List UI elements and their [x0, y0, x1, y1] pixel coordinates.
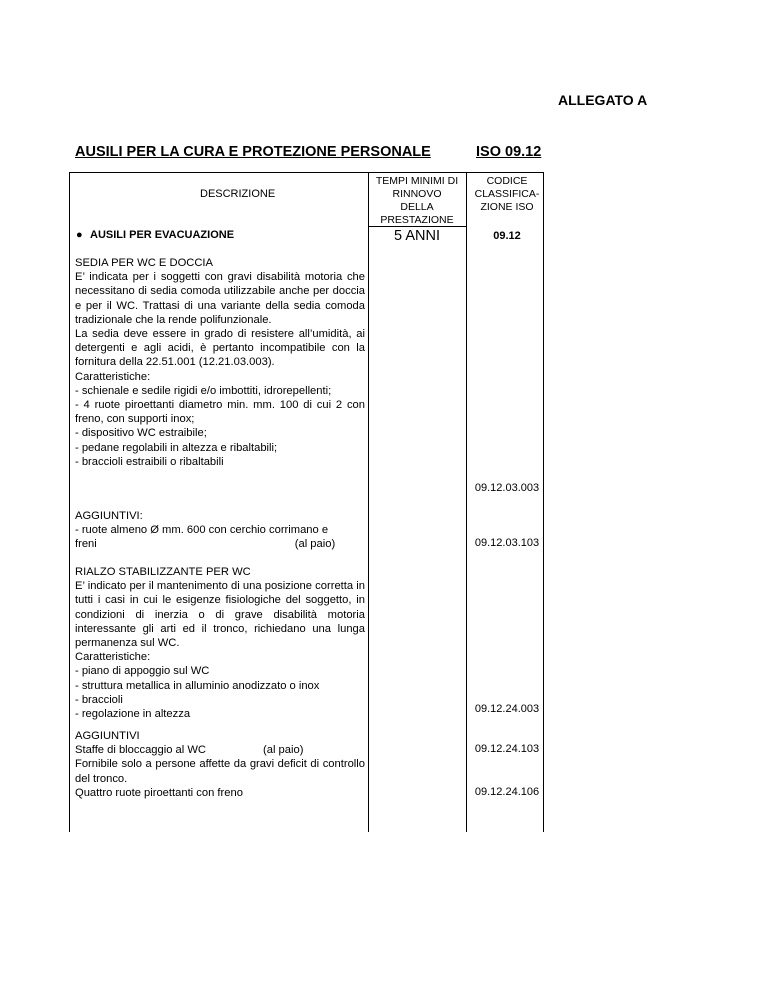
block-paragraph: E’ indicato per il mantenimento di una posizione corretta in tutti i casi in cui le esigenze fisiologiche del soggetto, in condizioni di inerzia o di grave disabilità motoria interessante gli arti ed il tronco, richiedano una lunga permanenza sul WC.	[75, 580, 365, 650]
block-line: - braccioli estraibili o ribaltabili	[75, 455, 224, 468]
code-09-12-03-103: 09.12.03.103	[474, 537, 540, 549]
header-line: CODICE	[486, 175, 528, 187]
table-right-border	[543, 172, 544, 832]
block-aggiuntivi-1	[75, 509, 365, 552]
block-line: Caratteristiche:	[75, 370, 151, 383]
column-header-codice	[470, 175, 544, 214]
page-title: AUSILI PER LA CURA E PROTEZIONE PERSONALE	[75, 144, 431, 160]
block-aggiuntivi-2	[75, 729, 365, 800]
section-tempi: 5 ANNI	[394, 228, 440, 244]
block-paragraph: La sedia deve essere in grado di resistere all’umidità, ai detergenti e agli acidi, è pertanto incompatibile con la fornitura della 22.51.001 (12.21.03.003).	[75, 328, 365, 369]
line-text: Staffe di bloccaggio al WC	[75, 744, 207, 757]
line-qualifier: (al paio)	[263, 744, 304, 757]
block-line: - piano di appoggio sul WC	[75, 665, 210, 678]
bullet-icon: ●	[76, 229, 83, 241]
header-line: RINNOVO	[392, 188, 442, 200]
line-text: freni	[75, 538, 97, 551]
block-line: - braccioli	[75, 693, 123, 706]
block-line	[75, 743, 365, 757]
block-title: SEDIA PER WC E DOCCIA	[75, 257, 214, 269]
code-09-12-24-106: 09.12.24.106	[474, 786, 540, 798]
header-line: CLASSIFICA-	[474, 188, 540, 200]
block-line: - struttura metallica in alluminio anodizzato o inox	[75, 679, 320, 692]
block-title: AGGIUNTIVI:	[75, 510, 143, 522]
code-09-12-24-103: 09.12.24.103	[474, 743, 540, 755]
block-sedia-wc	[75, 256, 365, 469]
column-header-tempi	[368, 175, 466, 227]
header-line: ZIONE ISO	[480, 201, 534, 213]
table-divider-2	[466, 172, 467, 832]
block-line: - regolazione in altezza	[75, 708, 191, 721]
allegato-label: ALLEGATO A	[558, 92, 648, 108]
section-label: AUSILI PER EVACUAZIONE	[90, 229, 235, 241]
column-header-description: DESCRIZIONE	[200, 188, 276, 200]
block-line: - schienale e sedile rigidi e/o imbottiti, idrorepellenti;	[75, 384, 332, 397]
section-code: 09.12	[493, 230, 521, 242]
table-top-border	[69, 172, 543, 173]
block-paragraph: E’ indicata per i soggetti con gravi disabilità motoria che necessitano di sedia comoda utilizzabile anche per doccia e per il WC. Trattasi di una variante della sedia comoda tradizionale che la rende polifunzionale.	[75, 271, 365, 326]
block-paragraph: Fornibile solo a persone affette da gravi deficit di controllo del tronco.	[75, 758, 365, 785]
table-left-border	[69, 172, 70, 832]
block-title: AGGIUNTIVI	[75, 730, 140, 742]
code-09-12-03-003: 09.12.03.003	[474, 482, 540, 494]
block-line	[75, 537, 365, 551]
block-line: - dispositivo WC estraibile;	[75, 427, 207, 440]
block-line: - ruote almeno Ø mm. 600 con cerchio corrimano e	[75, 524, 329, 537]
block-title: RIALZO STABILIZZANTE PER WC	[75, 566, 251, 578]
block-line: - 4 ruote piroettanti diametro min. mm. 100 di cui 2 con freno, con supporti inox;	[75, 399, 365, 426]
header-line: TEMPI MINIMI DI	[375, 175, 459, 187]
iso-code: ISO 09.12	[476, 144, 542, 160]
table-divider-1	[368, 172, 369, 832]
block-line: - pedane regolabili in altezza e ribaltabili;	[75, 441, 278, 454]
header-line: PRESTAZIONE	[380, 214, 454, 226]
code-09-12-24-003: 09.12.24.003	[474, 703, 540, 715]
header-line: DELLA	[400, 201, 434, 213]
section-heading	[76, 229, 234, 241]
block-line: Quattro ruote piroettanti con freno	[75, 786, 243, 799]
block-rialzo-wc	[75, 565, 365, 721]
block-line: Caratteristiche:	[75, 651, 151, 664]
line-qualifier: (al paio)	[294, 538, 336, 551]
